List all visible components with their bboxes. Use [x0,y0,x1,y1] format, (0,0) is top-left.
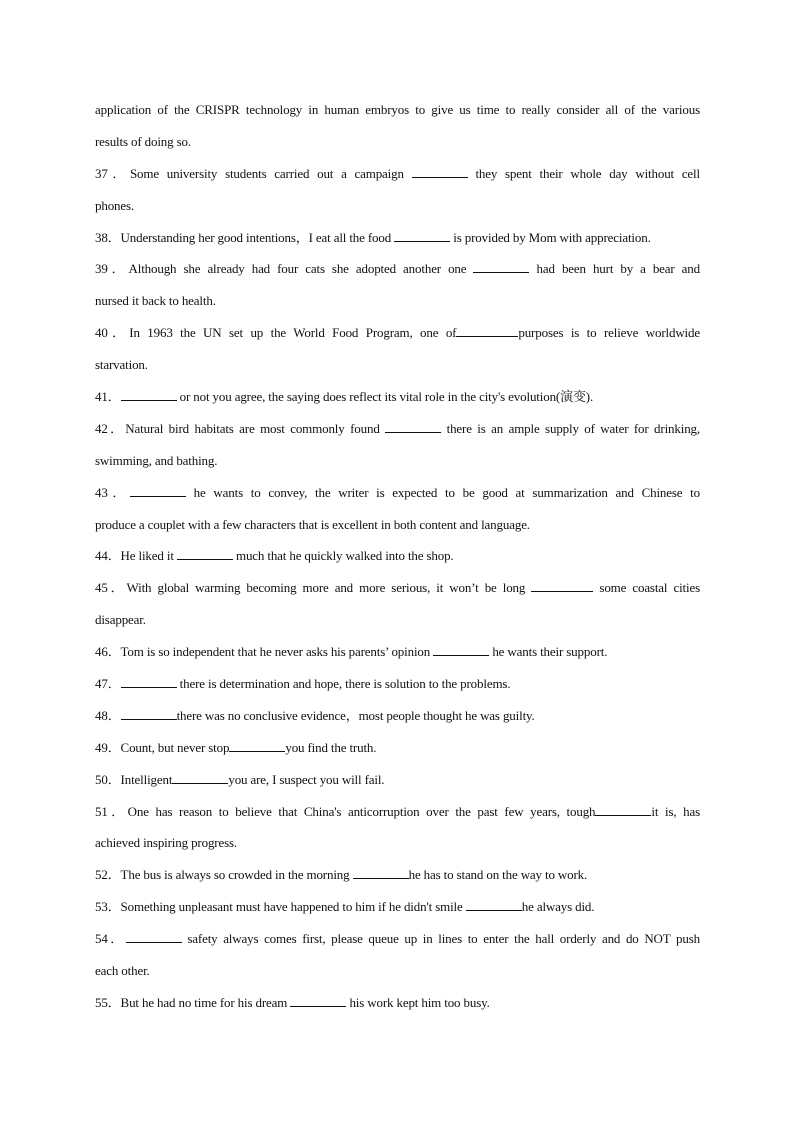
text-line [95,194,700,226]
text-segment: disappear. [95,612,146,628]
text-line [95,768,700,800]
answer-blank[interactable] [121,386,177,401]
text-segment: 39．Although she already had four cats she adopted another one [95,261,474,277]
text-segment: he wants to convey, the writer is expected to be good at summarization and Chinese to [185,484,700,500]
text-line [95,863,700,895]
answer-blank[interactable] [433,641,489,656]
text-segment: produce a couplet with a few characters that is excellent in both content and language. [95,516,530,532]
answer-blank[interactable] [229,737,285,752]
answer-blank[interactable] [385,418,441,433]
text-line [95,257,700,289]
text-segment: 50．Intelligent [95,771,173,787]
text-segment: 51．One has reason to believe that China's anticorruption over the past few years, tough [95,803,596,819]
text-segment: 37．Some university students carried out a campaign [95,165,412,181]
text-segment: application of the CRISPR technology in human embryos to give us time to really consider all of the various [95,102,700,117]
text-line [95,608,700,640]
answer-blank[interactable] [456,322,518,337]
text-line [95,417,700,449]
text-segment: they spent their whole day without cell [467,165,700,181]
text-line [95,544,700,576]
text-line [95,98,700,130]
text-segment: 49．Count, but never stop [95,739,230,755]
text-line [95,321,700,353]
answer-blank[interactable] [412,163,468,178]
text-line [95,672,700,704]
text-line [95,130,700,162]
text-segment: 40．In 1963 the UN set up the World Food Program, one of [95,325,457,341]
text-line [95,226,700,258]
text-segment: nursed it back to health. [95,293,216,309]
text-segment: purposes is to relieve worldwide [518,325,700,341]
text-line [95,800,700,832]
text-segment: 55．But he had no time for his dream [95,994,291,1010]
text-segment: each other. [95,963,150,979]
answer-blank[interactable] [126,928,182,943]
text-line [95,481,700,513]
answer-blank[interactable] [394,227,450,242]
text-segment: 52．The bus is always so crowded in the morning [95,867,353,883]
text-line [95,831,700,863]
answer-blank[interactable] [473,258,529,273]
text-line [95,162,700,194]
text-segment: results of doing so. [95,133,191,149]
text-line [95,449,700,481]
text-segment: 47． [95,676,121,692]
text-segment: there was no conclusive evidence，most people thought he was guilty. [176,707,535,723]
text-segment: he always did. [521,899,595,915]
text-segment: 46．Tom is so independent that he never asks his parents’ opinion [95,644,434,660]
text-segment: starvation. [95,357,148,373]
text-line [95,353,700,385]
text-segment: is provided by Mom with appreciation. [450,229,651,245]
text-segment: 45．With global warming becoming more and more serious, it won’t be long [95,580,532,596]
text-line [95,895,700,927]
text-line [95,289,700,321]
text-line [95,385,700,417]
text-segment: 53．Something unpleasant must have happened to him if he didn't smile [95,899,466,915]
answer-blank[interactable] [531,577,593,592]
answer-blank[interactable] [121,705,177,720]
text-segment: 41． [95,389,121,405]
question-list [95,98,700,1023]
answer-blank[interactable] [130,482,186,497]
text-segment: 38．Understanding her good intentions，I eat all the food [95,229,395,245]
text-segment: 42．Natural bird habitats are most commonly found [95,420,386,436]
text-segment: 43． [95,484,130,500]
answer-blank[interactable] [466,896,522,911]
text-segment: he wants their support. [489,644,608,660]
text-segment: there is determination and hope, there is solution to the problems. [176,676,511,692]
answer-blank[interactable] [121,673,177,688]
answer-blank[interactable] [177,545,233,560]
text-line [95,640,700,672]
text-segment: swimming, and bathing. [95,452,218,468]
answer-blank[interactable] [172,769,228,784]
text-segment: some coastal cities [593,580,700,596]
text-segment: much that he quickly walked into the shop. [232,548,454,564]
answer-blank[interactable] [595,801,651,816]
answer-blank[interactable] [290,992,346,1007]
text-line [95,736,700,768]
text-segment: or not you agree, the saying does reflect its vital role in the city's evolution(演变). [176,389,594,405]
text-segment: he has to stand on the way to work. [408,867,588,883]
text-segment: 44．He liked it [95,548,177,564]
text-line [95,576,700,608]
text-segment: 48． [95,707,121,723]
text-line [95,927,700,959]
text-segment: there is an ample supply of water for drinking, [441,420,700,436]
text-segment: 54． [95,931,126,947]
text-line [95,959,700,991]
text-segment: you find the truth. [285,739,377,755]
text-segment: his work kept him too busy. [346,994,490,1010]
text-segment: you are, I suspect you will fail. [228,771,385,787]
text-line [95,991,700,1023]
answer-blank[interactable] [353,864,409,879]
text-segment: it is, has [651,803,700,819]
text-line [95,513,700,545]
text-segment: achieved inspiring progress. [95,835,238,851]
text-segment: safety always comes first, please queue up in lines to enter the hall orderly and do NOT push [181,931,700,947]
text-segment: had been hurt by a bear and [529,261,700,277]
text-line [95,704,700,736]
text-segment: phones. [95,197,135,213]
